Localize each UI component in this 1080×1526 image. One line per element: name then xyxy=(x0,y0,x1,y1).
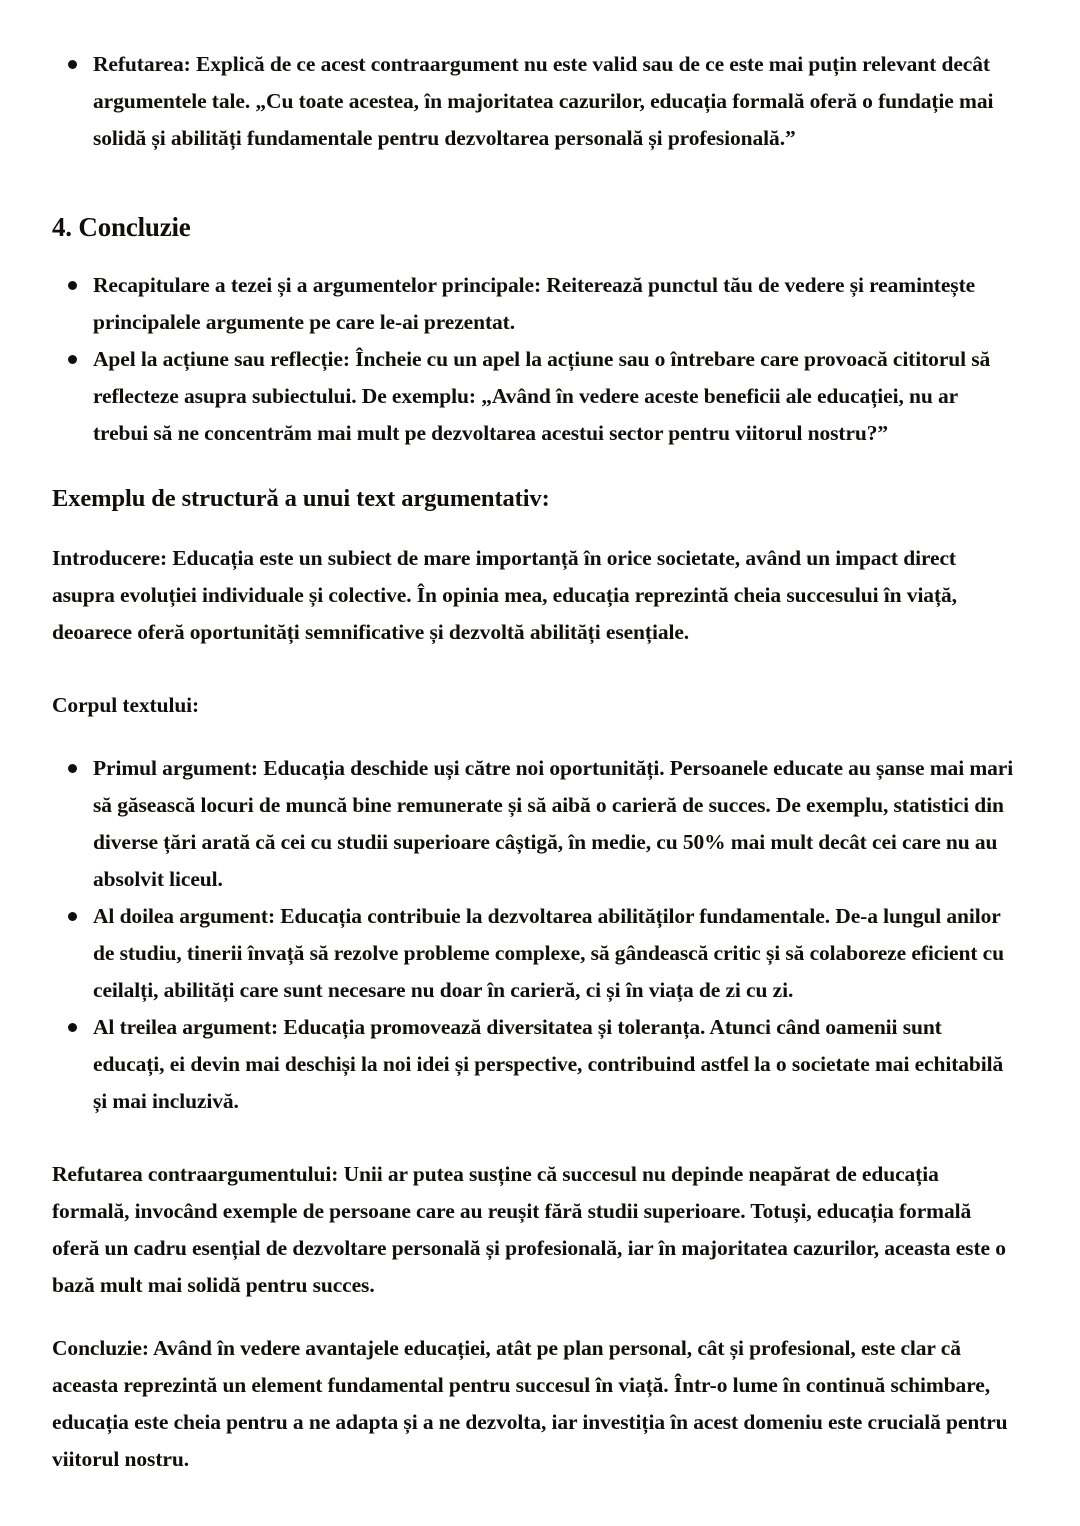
list-item-text: Primul argument: Educația deschide uși către noi oportunități. Persoanele educate au șanse mai mari să găsească locuri de muncă bine remunerate și să aibă o carieră de succes. De exemplu, statistici din diverse țări arată că cei cu studii superioare câștigă, în medie, cu 50% mai mult decât cei care nu au absolvit liceul. xyxy=(93,756,1014,891)
list-item-text: Al doilea argument: Educația contribuie la dezvoltarea abilităților fundamentale. De-a lungul anilor de studiu, tinerii învață să rezolve probleme complexe, să gândească critic și să colaboreze eficient cu ceilalți, abilități care sunt necesare nu doar în carieră, ci și în viața de zi cu zi. xyxy=(93,904,1004,1002)
bullet-dot-icon xyxy=(68,355,77,364)
list-item-text: Apel la acțiune sau reflecție: Încheie cu un apel la acțiune sau o întrebare care provoacă cititorul să reflecteze asupra subiectului. De exemplu: „Având în vedere aceste beneficii ale educației, nu ar trebui să ne concentrăm mai mult pe dezvoltarea acestui sector pentru viitorul nostru?” xyxy=(93,347,991,445)
spacer xyxy=(52,671,1018,687)
bullet-dot-icon xyxy=(68,912,77,921)
list-item xyxy=(52,46,1018,157)
list-item xyxy=(52,1009,1018,1120)
spacer xyxy=(52,177,1018,183)
label-body-of-text: Corpul textului: xyxy=(52,693,200,717)
list-item-text: Refutarea: Explică de ce acest contraargument nu este valid sau de ce este mai puțin relevant decât argumentele tale. „Cu toate acestea, în majoritatea cazurilor, educația formală oferă o fundație mai solidă și abilități fundamentale pentru dezvoltarea personală și profesională.” xyxy=(93,52,994,150)
heading-example-structure: Exemplu de structură a unui text argumentativ: xyxy=(52,485,550,512)
list-item xyxy=(52,341,1018,452)
bullet-dot-icon xyxy=(68,60,77,69)
list-item-text: Al treilea argument: Educația promovează diversitatea și toleranța. Atunci când oamenii sunt educați, ei devin mai deschiși la noi idei și perspective, contribuind astfel la o societate mai echitabilă și mai incluzivă. xyxy=(93,1015,1004,1113)
list-item xyxy=(52,267,1018,341)
list-item-text: Recapitulare a tezei și a argumentelor principale: Reiterează punctul tău de vedere și reamintește principalele argumente pe care le-ai prezentat. xyxy=(93,273,976,334)
body-arguments-bullet-list xyxy=(52,750,1018,1120)
bullet-dot-icon xyxy=(68,281,77,290)
paragraph-refutation: Refutarea contraargumentului: Unii ar putea susține că succesul nu depinde neapărat de educația formală, invocând exemple de persoane care au reușit fără studii superioare. Totuși, educația formală oferă un cadru esențial de dezvoltare personală și profesională, iar în majoritatea cazurilor, aceasta este o bază mult mai solidă pentru succes. xyxy=(52,1162,1006,1297)
spacer xyxy=(52,1140,1018,1156)
paragraph-conclusion: Concluzie: Având în vedere avantajele educației, atât pe plan personal, cât și profesional, este clar că aceasta reprezintă un element fundamental pentru succesul în viață. Într-o lume în continuă schimbare, educația este cheia pentru a ne adapta și a ne dezvolta, iar investiția în acest domeniu este crucială pentru viitorul nostru. xyxy=(52,1336,1008,1471)
heading-conclusion: 4. Concluzie xyxy=(52,212,191,242)
refutation-bullet-list xyxy=(52,46,1018,157)
list-item xyxy=(52,750,1018,898)
bullet-dot-icon xyxy=(68,764,77,773)
bullet-dot-icon xyxy=(68,1023,77,1032)
conclusion-bullet-list xyxy=(52,267,1018,452)
list-item xyxy=(52,898,1018,1009)
paragraph-introduction: Introducere: Educația este un subiect de mare importanță în orice societate, având un impact direct asupra evoluției individuale și colective. În opinia mea, educația reprezintă cheia succesului în viață, deoarece oferă oportunități semnificative și dezvoltă abilități esențiale. xyxy=(52,546,957,644)
